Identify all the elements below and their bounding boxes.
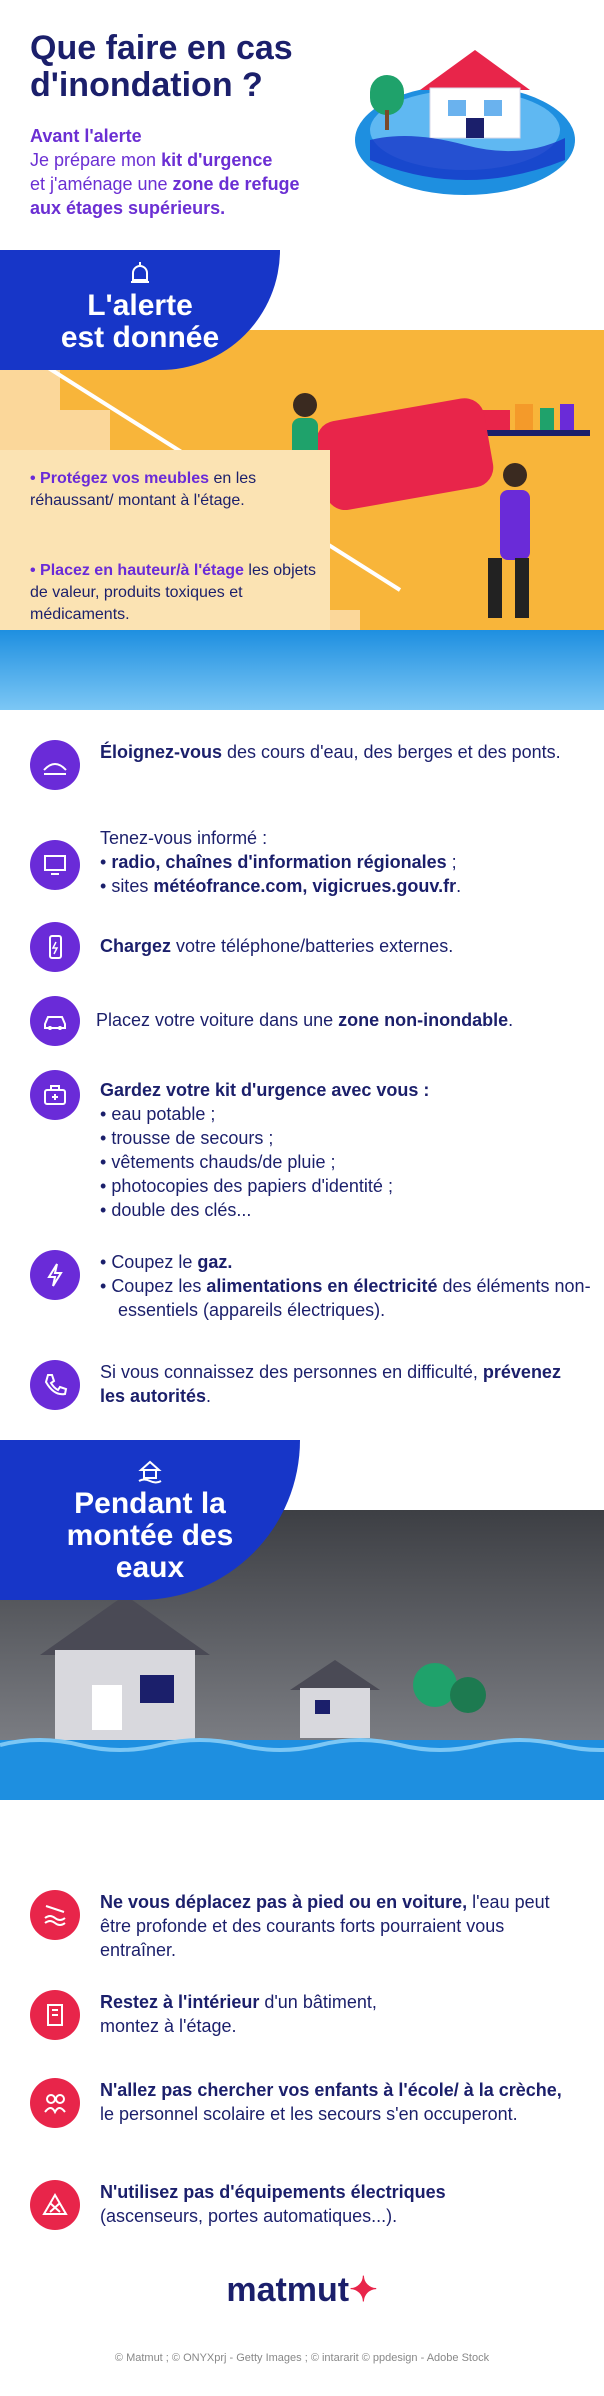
bridge-icon bbox=[30, 740, 80, 790]
intro-line3: aux étages supérieurs. bbox=[30, 198, 226, 218]
electricity-icon bbox=[30, 1250, 80, 1300]
intro-lead: Avant l'alerte bbox=[30, 126, 142, 146]
list-item: Chargez votre téléphone/batteries externes. bbox=[30, 922, 580, 972]
alert-scene bbox=[0, 330, 604, 710]
credits: © Matmut ; © ONYXprj - Getty Images ; © intararit © ppdesign - Adobe Stock bbox=[114, 2352, 490, 2364]
rise-title-1: Pendant la bbox=[74, 1487, 226, 1520]
water-band bbox=[0, 630, 604, 710]
no-walk-icon bbox=[30, 1890, 80, 1940]
phone-call-icon bbox=[30, 1360, 80, 1410]
children-icon bbox=[30, 2078, 80, 2128]
intro-kit: kit d'urgence bbox=[161, 150, 273, 170]
kit-list: • eau potable ; • trousse de secours ; • vêtements chauds/de pluie ; • photocopies des papiers d'identité ; • double des clés... bbox=[100, 1102, 600, 1222]
list-item: Si vous connaissez des personnes en difficulté, prévenez les autorités. bbox=[30, 1360, 580, 1410]
list-item: • Coupez le gaz. • Coupez les alimentations en électricité des éléments non-essentiels (appareils électriques). bbox=[30, 1250, 580, 1330]
no-electric-icon bbox=[30, 2180, 80, 2230]
rise-banner bbox=[0, 1440, 300, 1600]
list-item: N'utilisez pas d'équipements électriques (ascenseurs, portes automatiques...). bbox=[30, 2180, 580, 2230]
header bbox=[0, 0, 604, 280]
rise-title-3: eaux bbox=[115, 1551, 185, 1584]
matmut-logo: matmut✦ bbox=[226, 2271, 378, 2309]
rise-title-2: montée des bbox=[66, 1519, 234, 1552]
building-icon bbox=[30, 1990, 80, 2040]
list-item: Ne vous déplacez pas à pied ou en voiture, l'eau peut être profonde et des courants forts pourraient vous entraîner. bbox=[30, 1890, 580, 1970]
intro-text: Avant l'alerte Je prépare mon kit d'urgence et j'aménage une zone de refuge aux étages supérieurs. bbox=[30, 124, 370, 220]
list-item: Tenez-vous informé : • radio, chaînes d'information régionales ; • sites météofrance.com, vigicrues.gouv.fr. bbox=[30, 826, 580, 902]
list-item: Gardez votre kit d'urgence avec vous : • eau potable ; • trousse de secours ; • vêtements chauds/de pluie ; • photocopies des papiers d'identité ; • double des clés... bbox=[30, 1070, 580, 1220]
flood-house-icon bbox=[137, 1458, 163, 1484]
list-item: Placez votre voiture dans une zone non-inondable. bbox=[30, 996, 580, 1046]
siren-icon bbox=[127, 260, 153, 286]
tips-panel bbox=[0, 450, 330, 630]
kit-icon bbox=[30, 1070, 80, 1120]
list-item: Restez à l'intérieur d'un bâtiment, montez à l'étage. bbox=[30, 1990, 580, 2040]
tv-icon bbox=[30, 840, 80, 890]
phone-charge-icon bbox=[30, 922, 80, 972]
tip-furniture: • Protégez vos meubles en les réhaussant/ montant à l'étage. bbox=[30, 470, 257, 509]
flooded-house-illustration bbox=[350, 30, 580, 200]
alert-title-2: est donnée bbox=[60, 321, 220, 354]
alert-banner bbox=[0, 250, 280, 370]
logo-star-icon: ✦ bbox=[349, 2271, 378, 2309]
intro-refuge: zone de refuge bbox=[172, 174, 300, 194]
tip-valuables: • Placez en hauteur/à l'étage les objets de valeur, produits toxiques et médicaments. bbox=[30, 562, 316, 623]
car-icon bbox=[30, 996, 80, 1046]
alert-title-1: L'alerte bbox=[87, 289, 193, 322]
page-title: Que faire en cas d'inondation ? bbox=[30, 29, 293, 104]
list-item: N'allez pas chercher vos enfants à l'école/ à la crèche, le personnel scolaire et les secours s'en occuperont. bbox=[30, 2078, 580, 2158]
list-item: Éloignez-vous des cours d'eau, des berges et des ponts. bbox=[30, 740, 580, 790]
